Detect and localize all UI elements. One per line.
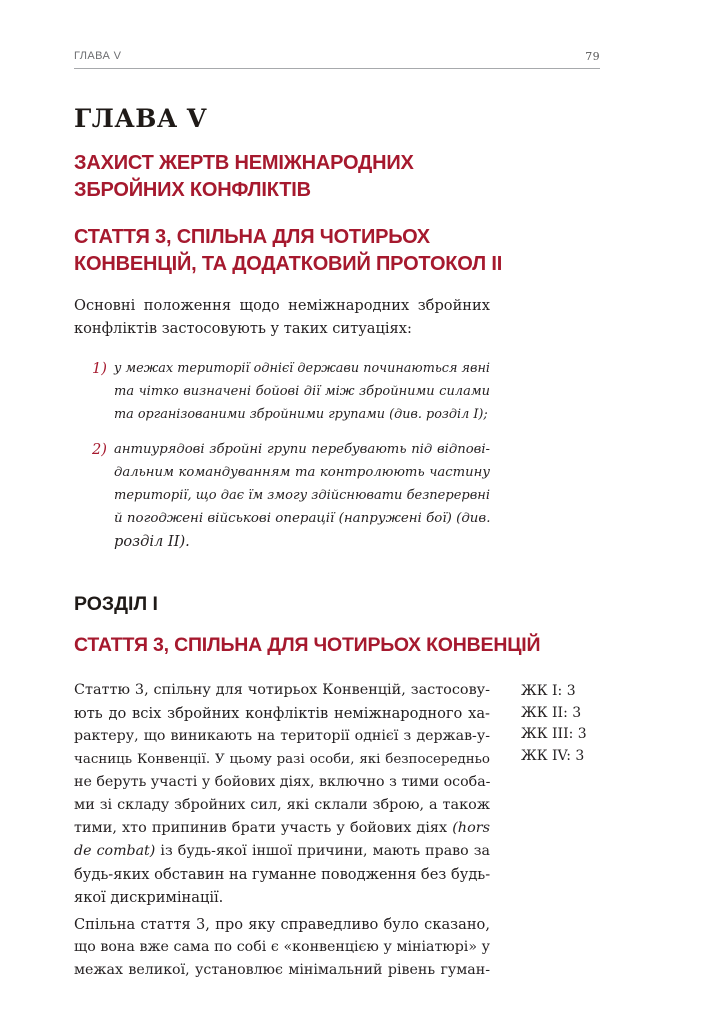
text-line: Статтю 3, спільну для чотирьох Конвенцій, застосову- <box>74 682 490 698</box>
list-item <box>74 357 490 426</box>
margin-note: ЖК ІІ: 3 <box>521 704 582 721</box>
margin-note: ЖК ІІІ: 3 <box>521 726 587 742</box>
text-line: у межах території однієї держави починаються явні <box>114 361 490 376</box>
text-line: розділ II). <box>114 533 190 550</box>
margin-note: ЖК І: 3 <box>521 683 576 699</box>
text-line: що вона вже сама по собі є «конвенцією у мініатюрі» у <box>74 939 490 955</box>
text-line: Основні положення щодо неміжнародних збройних <box>74 297 490 314</box>
text-line: межах великої, установлює мінімальний рівень гуман- <box>74 962 490 978</box>
chapter-subtitle <box>74 150 414 204</box>
situation-list-1 <box>74 357 490 426</box>
article-heading-line: КОНВЕНЦІЙ, ТА ДОДАТКОВИЙ ПРОТОКОЛ II <box>74 253 503 275</box>
latin-term: de combat) <box>74 843 156 859</box>
text-line: Спільна стаття 3, про яку справедливо було сказано, <box>74 916 490 933</box>
text-line: конфліктів застосовують у таких ситуаціях: <box>74 320 412 337</box>
section-heading <box>74 632 540 659</box>
chapter-subtitle-line: ЗАХИСТ ЖЕРТВ НЕМІЖНАРОДНИХ <box>74 152 414 174</box>
text-line: часниць Конвенції. У цьому разі особи, які безпосередньо <box>74 752 490 767</box>
list-number: 1) <box>92 360 107 377</box>
chapter-title: ГЛАВА V <box>74 104 207 133</box>
page-number: 79 <box>585 50 600 63</box>
text-line <box>74 817 490 840</box>
text-segment: із будь-якої іншої причини, мають право за <box>160 843 491 859</box>
running-head <box>74 50 600 62</box>
text-line: та чітко визначені бойові дії між збройними силами <box>114 384 490 399</box>
text-line: ють до всіх збройних конфліктів неміжнародного ха- <box>74 705 490 722</box>
intro-paragraph <box>74 294 490 340</box>
running-title: ГЛАВА V <box>74 50 122 62</box>
text-segment: тими, хто припинив брати участь у бойових діях <box>74 820 448 836</box>
text-line <box>74 840 490 863</box>
text-line: рактеру, що виникають на території однієї з держав-у- <box>74 728 490 744</box>
text-line: дальним командуванням та контролюють частину <box>114 465 490 480</box>
situation-list-2 <box>74 438 490 553</box>
body-paragraph-2 <box>74 913 490 982</box>
text-line: не беруть участі у бойових діях, включно з тими особа- <box>74 774 491 790</box>
header-rule <box>74 68 600 69</box>
text-line: ми зі складу збройних сил, які склали зброю, а також <box>74 797 490 813</box>
text-line: території, що дає їм змогу здійснювати безперервні <box>114 488 490 503</box>
article-heading-line: СТАТТЯ 3, СПІЛЬНА ДЛЯ ЧОТИРЬОХ <box>74 226 430 248</box>
text-line: якої дискримінації. <box>74 889 224 906</box>
margin-notes <box>521 681 587 767</box>
text-line: будь-яких обставин на гуманне поводження без будь- <box>74 866 491 883</box>
body-paragraph-1 <box>74 679 490 909</box>
section-title: РОЗДІЛ І <box>74 593 158 615</box>
article-heading <box>74 224 502 278</box>
text-line: та організованими збройними групами (див. розділ І); <box>114 407 488 422</box>
text-line: антиурядові збройні групи перебувають під відпові- <box>114 442 490 457</box>
chapter-subtitle-line: ЗБРОЙНИХ КОНФЛІКТІВ <box>74 179 311 201</box>
section-heading-line: СТАТТЯ 3, СПІЛЬНА ДЛЯ ЧОТИРЬОХ КОНВЕНЦІЙ <box>74 634 541 656</box>
margin-note: ЖК IV: 3 <box>521 747 585 764</box>
list-number: 2) <box>92 441 107 458</box>
latin-term: (hors <box>452 820 490 836</box>
list-item <box>74 438 490 553</box>
text-line: й погоджені військові операції (напружені бої) (див. <box>114 511 491 526</box>
